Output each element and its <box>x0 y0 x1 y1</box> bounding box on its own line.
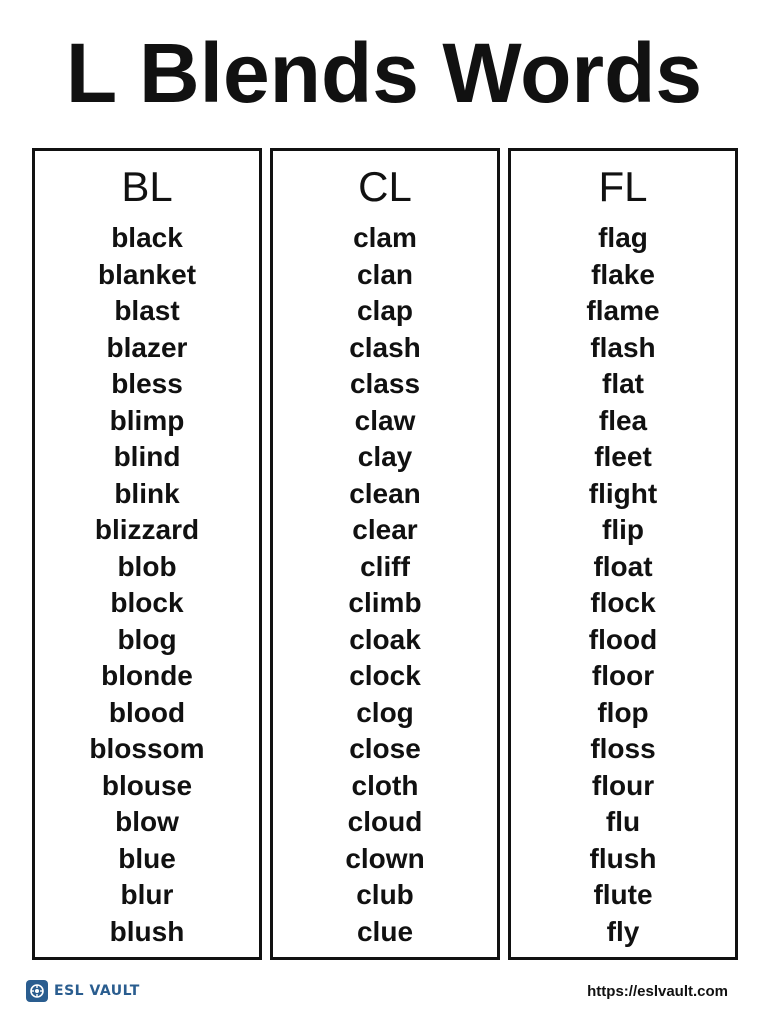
fl-column-header: FL <box>598 163 648 210</box>
bl-word-item: black <box>111 222 183 253</box>
cl-word-item: cloud <box>347 806 423 837</box>
logo-text: ESL VAULT <box>54 983 140 999</box>
cl-word-item: climb <box>348 587 422 618</box>
bl-word-item: blanket <box>97 258 197 290</box>
cl-word-item: clash <box>349 331 421 363</box>
bl-word-list <box>35 220 259 950</box>
fl-word-item: flash <box>590 331 656 363</box>
fl-word-item: fleet <box>594 441 652 472</box>
cl-word-item: cloth <box>351 769 419 801</box>
fl-word-item: flush <box>589 842 657 874</box>
vault-icon <box>26 980 48 1002</box>
fl-word-item: floor <box>591 660 655 691</box>
bl-word-item: bless <box>111 368 183 399</box>
fl-word-item: flu <box>605 806 641 837</box>
fl-word-item: flake <box>591 258 655 290</box>
fl-word-item: floss <box>590 733 656 764</box>
cl-word-item: clean <box>349 477 421 509</box>
bl-word-item: blouse <box>101 769 193 801</box>
bl-word-item: blimp <box>109 404 185 436</box>
fl-word-item: flea <box>598 404 648 436</box>
fl-word-item: flood <box>588 623 658 655</box>
bl-word-item: blossom <box>89 733 205 764</box>
fl-word-item: flame <box>586 295 660 326</box>
footer-url-link[interactable]: https://eslvault.com <box>587 983 728 1000</box>
fl-word-item: flag <box>598 222 648 253</box>
page-title: L Blends Words <box>65 26 703 120</box>
cl-word-item: club <box>356 879 414 910</box>
fl-word-item: flute <box>593 879 653 910</box>
cl-word-item: class <box>349 368 421 399</box>
bl-word-item: blood <box>108 696 186 728</box>
fl-word-list <box>511 220 735 950</box>
bl-column <box>32 148 262 960</box>
fl-word-item: flat <box>602 368 644 399</box>
cl-word-item: cloak <box>349 623 421 655</box>
cl-word-item: close <box>349 733 421 764</box>
fl-word-item: flight <box>588 477 658 509</box>
bl-word-item: block <box>110 587 184 618</box>
cl-word-item: cliff <box>360 550 410 582</box>
fl-word-item: flour <box>591 769 655 801</box>
bl-word-item: blob <box>117 550 177 582</box>
cl-word-item: clap <box>356 295 414 326</box>
cl-word-item: clam <box>353 222 417 253</box>
cl-word-item: claw <box>354 404 416 436</box>
cl-word-item: clock <box>349 660 421 691</box>
cl-word-item: clan <box>356 258 414 290</box>
cl-word-item: clue <box>356 915 414 947</box>
fl-word-item: flock <box>590 587 656 618</box>
fl-word-item: float <box>593 550 653 582</box>
fl-word-item: flip <box>602 514 644 545</box>
bl-word-item: blazer <box>106 331 188 363</box>
cl-word-list <box>273 220 497 950</box>
bl-column-header: BL <box>121 163 173 210</box>
bl-word-item: blast <box>114 295 180 326</box>
bl-word-item: blush <box>109 915 185 947</box>
bl-word-item: blog <box>117 623 177 655</box>
cl-word-item: clog <box>356 696 414 728</box>
fl-word-item: fly <box>606 915 640 947</box>
bl-word-item: blink <box>114 477 180 509</box>
cl-column-header: CL <box>358 163 412 210</box>
fl-word-item: flop <box>597 696 649 728</box>
bl-word-item: blind <box>113 441 181 472</box>
cl-word-item: clear <box>352 514 418 545</box>
cl-word-item: clay <box>357 441 413 472</box>
fl-column <box>508 148 738 960</box>
cl-column <box>270 148 500 960</box>
esl-vault-logo[interactable] <box>26 978 140 1004</box>
bl-word-item: blonde <box>101 660 193 691</box>
bl-word-item: blue <box>118 842 176 874</box>
bl-word-item: blur <box>120 879 174 910</box>
cl-word-item: clown <box>345 842 425 874</box>
bl-word-item: blizzard <box>94 514 200 545</box>
bl-word-item: blow <box>115 806 179 837</box>
